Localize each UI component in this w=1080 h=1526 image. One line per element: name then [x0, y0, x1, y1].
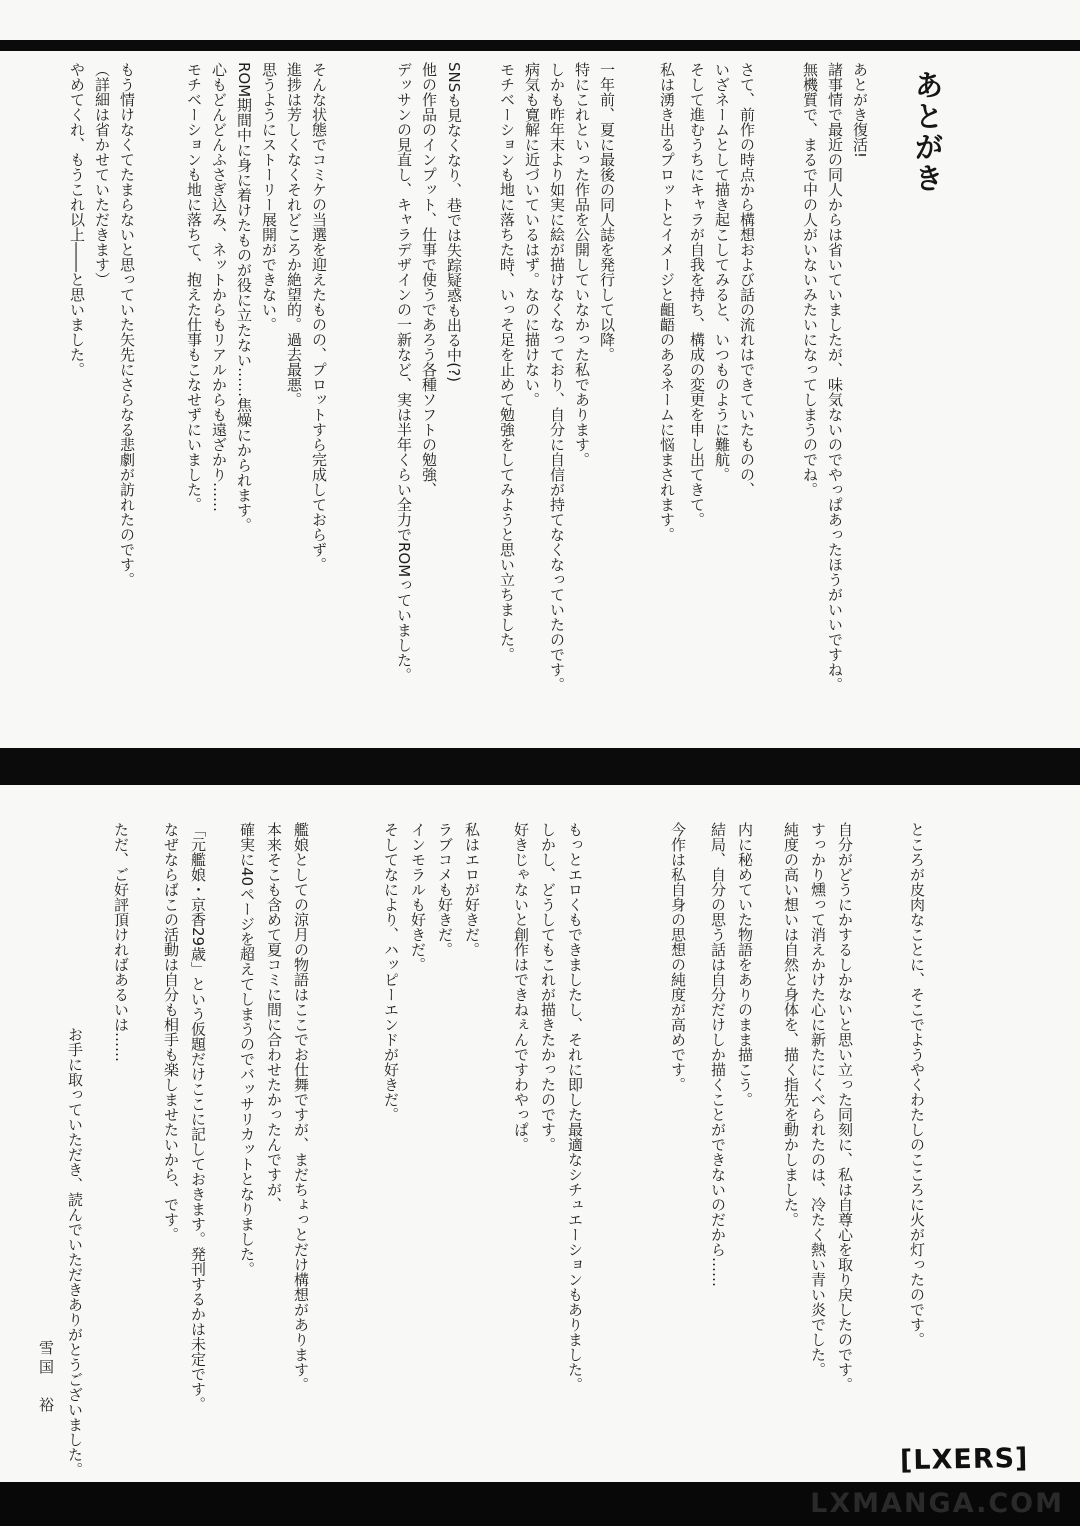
text-line: 内に秘めていた物語をありのまま描こう。	[736, 822, 754, 1107]
text-line: モチベーションも地に落ちて、抱えた仕事もこなせずにいました。	[185, 62, 203, 512]
text-line: 進捗は芳しくなくそれどころか絶望的。過去最悪。	[285, 62, 303, 407]
paragraph	[391, 62, 466, 742]
text-line: しかも昨年末より如実に絵が描けなくなっており、自分に自信が持てなくなっていたのです。	[548, 62, 566, 692]
paragraph	[684, 62, 759, 742]
text-line: あとがき復活!	[851, 62, 869, 159]
text-line: 艦娘としての涼月の物語はここでお仕舞ですが、まだちょっとだけ構想があります。	[292, 822, 310, 1392]
paragraph	[797, 62, 872, 742]
text-line: 無機質で、まるで中の人がいないみたいになってしまうのでね。	[801, 62, 819, 497]
paragraph	[494, 62, 619, 742]
top-divider	[0, 40, 1080, 51]
text-line: SNSも見なくなり、巷では失踪疑惑も出る中(?)	[445, 62, 463, 382]
text-line: 特にこれといった作品を公開していなかった私であります。	[573, 62, 591, 467]
text-line: 私はエロが好きだ。	[463, 822, 481, 957]
text-line: 雪国 裕	[37, 1340, 55, 1416]
text-line: モチベーションも地に落ちた時、いっそ足を止めて勉強をしてみようと思い立ちました。	[498, 62, 516, 662]
text-line: すっかり燻って消えかけた心に新たにくべられたのは、冷たく熱い青い炎でした。	[809, 822, 827, 1377]
text-line: 私は湧き出るプロットとイメージと齟齬のあるネームに悩まされます。	[658, 62, 676, 542]
text-line: 今作は私自身の思想の純度が高めです。	[669, 822, 687, 1092]
text-line: 他の作品のインプット、仕事で使うであろう各種ソフトの勉強、	[420, 62, 438, 497]
text-line: 結局、自分の思う話は自分だけしか描くことができないのだから……	[709, 822, 727, 1287]
text-line: いざネームとして描き起こしてみると、いつものように難航。	[713, 62, 731, 482]
paragraph	[181, 62, 331, 742]
text-line: 好きじゃないと創作はできねぇんですわやっぱ。	[512, 822, 530, 1152]
text-line: ROM期間中に身に着けたものが役に立たない……焦燥にかられます。	[235, 62, 253, 533]
text-line: そしてなにより、ハッピーエンドが好きだ。	[382, 822, 400, 1122]
text-line: 一年前、夏に最後の同人誌を発行して以降。	[598, 62, 616, 362]
footer-bar	[0, 1482, 1080, 1526]
text-line: 自分がどうにかするしかないと思い立った同刻に、私は自尊心を取り戻したのです。	[836, 822, 854, 1392]
text-line: 本来そこも含めて夏コミに間に合わせたかったんですが、	[265, 822, 283, 1212]
paragraph	[377, 822, 485, 1482]
text-line: （詳細は省かせていただきます）	[93, 62, 111, 287]
page-title: あとがき	[910, 70, 945, 194]
text-line: インモラルも好きだ。	[409, 822, 427, 972]
text-line: 純度の高い想いは自然と身体を、描く指先を動かしました。	[782, 822, 800, 1227]
afterword-bottom-text	[18, 822, 930, 1482]
text-line: さて、前作の時点から構想および話の流れはできていたものの、	[738, 62, 756, 497]
site-watermark: LXMANGA.COM	[810, 1488, 1064, 1519]
text-line: 病気も寛解に近づいているはず。なのに描けない。	[523, 62, 541, 407]
text-line: もっとエロくもできましたし、それに即した最適なシチュエーションもありました。	[566, 822, 584, 1392]
paragraph	[233, 822, 314, 1482]
paragraph	[664, 822, 691, 1482]
text-line: もう情けなくてたまらないと思っていた矢先にさらなる悲劇が訪れたのです。	[118, 62, 136, 587]
text-line: 諸事情で最近の同人からは省いていましたが、味気ないのでやっぱあったほうがいいですね。	[826, 62, 844, 692]
paragraph	[107, 822, 134, 1482]
paragraph	[777, 822, 858, 1482]
paragraph	[654, 62, 679, 742]
paragraph	[157, 822, 211, 1482]
text-line: 心もどんどんふさぎ込み、ネットからもリアルからも遠ざかり……	[210, 62, 228, 512]
text-line: ただ、ご好評頂ければあるいは……	[112, 822, 130, 1062]
paragraph	[704, 822, 758, 1482]
text-line: 「元艦娘・京香29歳」という仮題だけここに記しておきます。発刊するかは未定です。	[189, 822, 207, 1412]
paragraph	[903, 822, 930, 1482]
text-line: ラブコメも好きだ。	[436, 822, 454, 957]
paragraph	[64, 62, 139, 742]
paragraph	[507, 822, 588, 1482]
signature	[32, 822, 59, 1482]
lxers-watermark: [LXERS]	[899, 1442, 1029, 1477]
text-line: そんな状態でコミケの当選を迎えたものの、プロットすら完成しておらず。	[310, 62, 328, 572]
text-line: 確実に40ページを超えてしまうのでバッサリカットとなりました。	[238, 822, 256, 1277]
text-line: お手に取っていただき、読んでいただきありがとうございました。	[66, 1027, 84, 1477]
closing-thanks	[61, 822, 88, 1482]
text-line: デッサンの見直し、キャラデザインの一新など、実は半年くらい全力でROMっていました。	[395, 62, 413, 683]
text-line: そして進むうちにキャラが自我を持ち、構成の変更を申し出てきて。	[688, 62, 706, 527]
text-line: ところが皮肉なことに、そこでようやくわたしのこころに火が灯ったのです。	[908, 822, 926, 1347]
text-line: やめてくれ、もうこれ以上――と思いました。	[68, 62, 86, 377]
text-line: しかし、どうしてもこれが描きたかったのです。	[539, 822, 557, 1152]
text-line: なぜならばこの活動は自分も相手も楽しませたいから、です。	[162, 822, 180, 1242]
section-divider	[0, 748, 1080, 785]
afterword-top-text	[42, 62, 872, 742]
text-line: 思うようにストーリー展開ができない。	[260, 62, 278, 332]
